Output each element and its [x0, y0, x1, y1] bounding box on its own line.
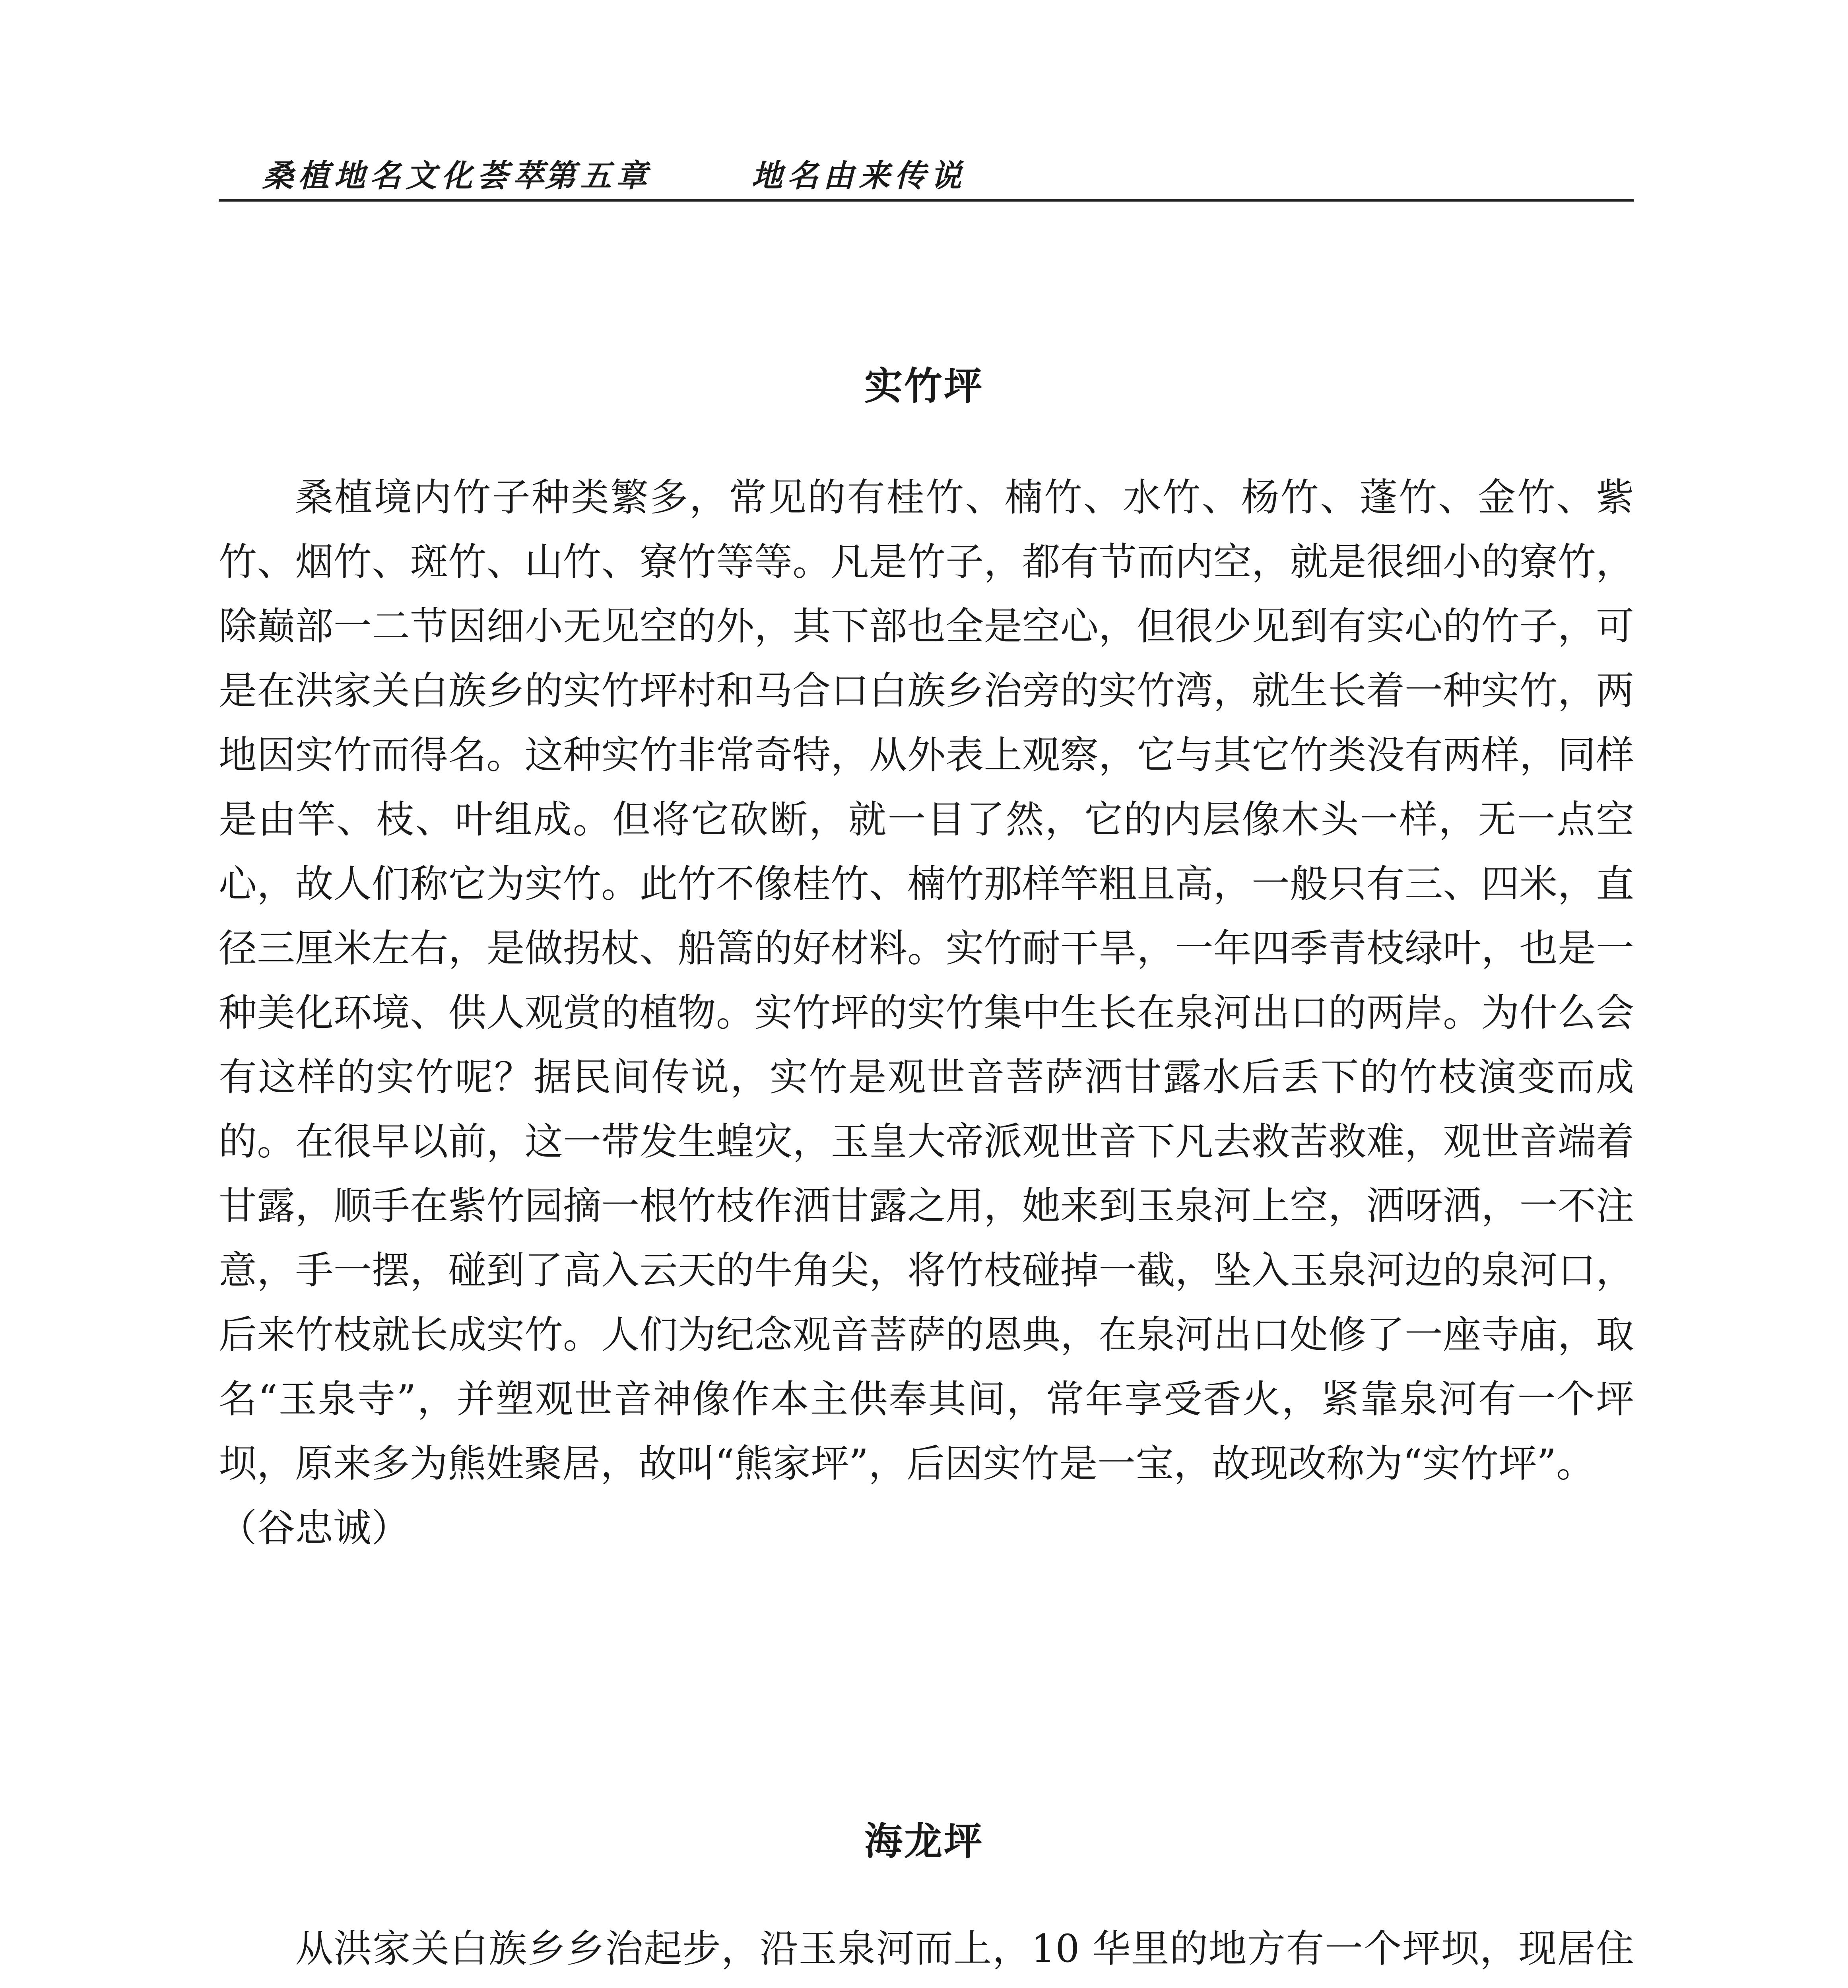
article-author: （谷忠诚） — [219, 1506, 410, 1550]
section-label: 地名由来传说 — [751, 158, 967, 194]
article-title-hailongping: 海龙坪 — [864, 1819, 984, 1864]
book-title: 桑植地名文化荟萃 — [262, 158, 549, 194]
chapter-label: 第五章 — [545, 158, 652, 194]
article-title-shizhuping: 实竹坪 — [864, 363, 984, 408]
article-body-text: 桑植境内竹子种类繁多，常见的有桂竹、楠竹、水竹、杨竹、蓬竹、金竹、紫竹、烟竹、斑竹、山竹、寮竹等等。凡是竹子，都有节而内空，就是很细小的寮竹，除巅部一二节因细小无见空的外，其下部也全是空心，但很少见到有实心的竹子，可是在洪家关白族乡的实竹坪村和马合口白族乡治旁的实竹湾，就生长着一种实竹，两地因实竹而得名。这种实竹非常奇特，从外表上观察，它与其它竹类没有两样，同样是由竿、枝、叶组成。但将它砍断，就一目了然，它的内层像木头一样，无一点空心，故人们称它为实竹。此竹不像桂竹、楠竹那样竿粗且高，一般只有三、四米，直径三厘米左右，是做拐杖、船篙的好材料。实竹耐干旱，一年四季青枝绿叶，也是一种美化环境、供人观赏的植物。实竹坪的实竹集中生长在泉河出口的两岸。为什么会有这样的实竹呢？据民间传说，实竹是观世音菩萨洒甘露水后丢下的竹枝演变而成的。在很早以前，这一带发生蝗灾，玉皇大帝派观世音下凡去救苦救难，观世音端着甘露，顺手在紫竹园摘一根竹枝作洒甘露之用，她来到玉泉河上空，洒呀洒，一不注意，手一摆，碰到了高入云天的牛角尖，将竹枝碰掉一截，坠入玉泉河边的泉河口，后来竹枝就长成实竹。人们为纪念观音菩萨的恩典，在泉河出口处修了一座寺庙，取名“玉泉寺”，并塑观世音神像作本主供奉其间，常年享受香火，紧靠泉河有一个坪坝，原来多为熊姓聚居，故叫“熊家坪”，后因实竹是一宝，故现改称为“实竹坪”。 — [219, 475, 1634, 1486]
article-body-shizhuping — [219, 465, 1634, 1618]
article-body-hailongping — [219, 1916, 1634, 1988]
running-head — [219, 139, 1634, 202]
article-body-text: 从洪家关白族乡乡治起步，沿玉泉河而上，10 华里的地方有一个坪坝，现居住 — [295, 1926, 1634, 1971]
